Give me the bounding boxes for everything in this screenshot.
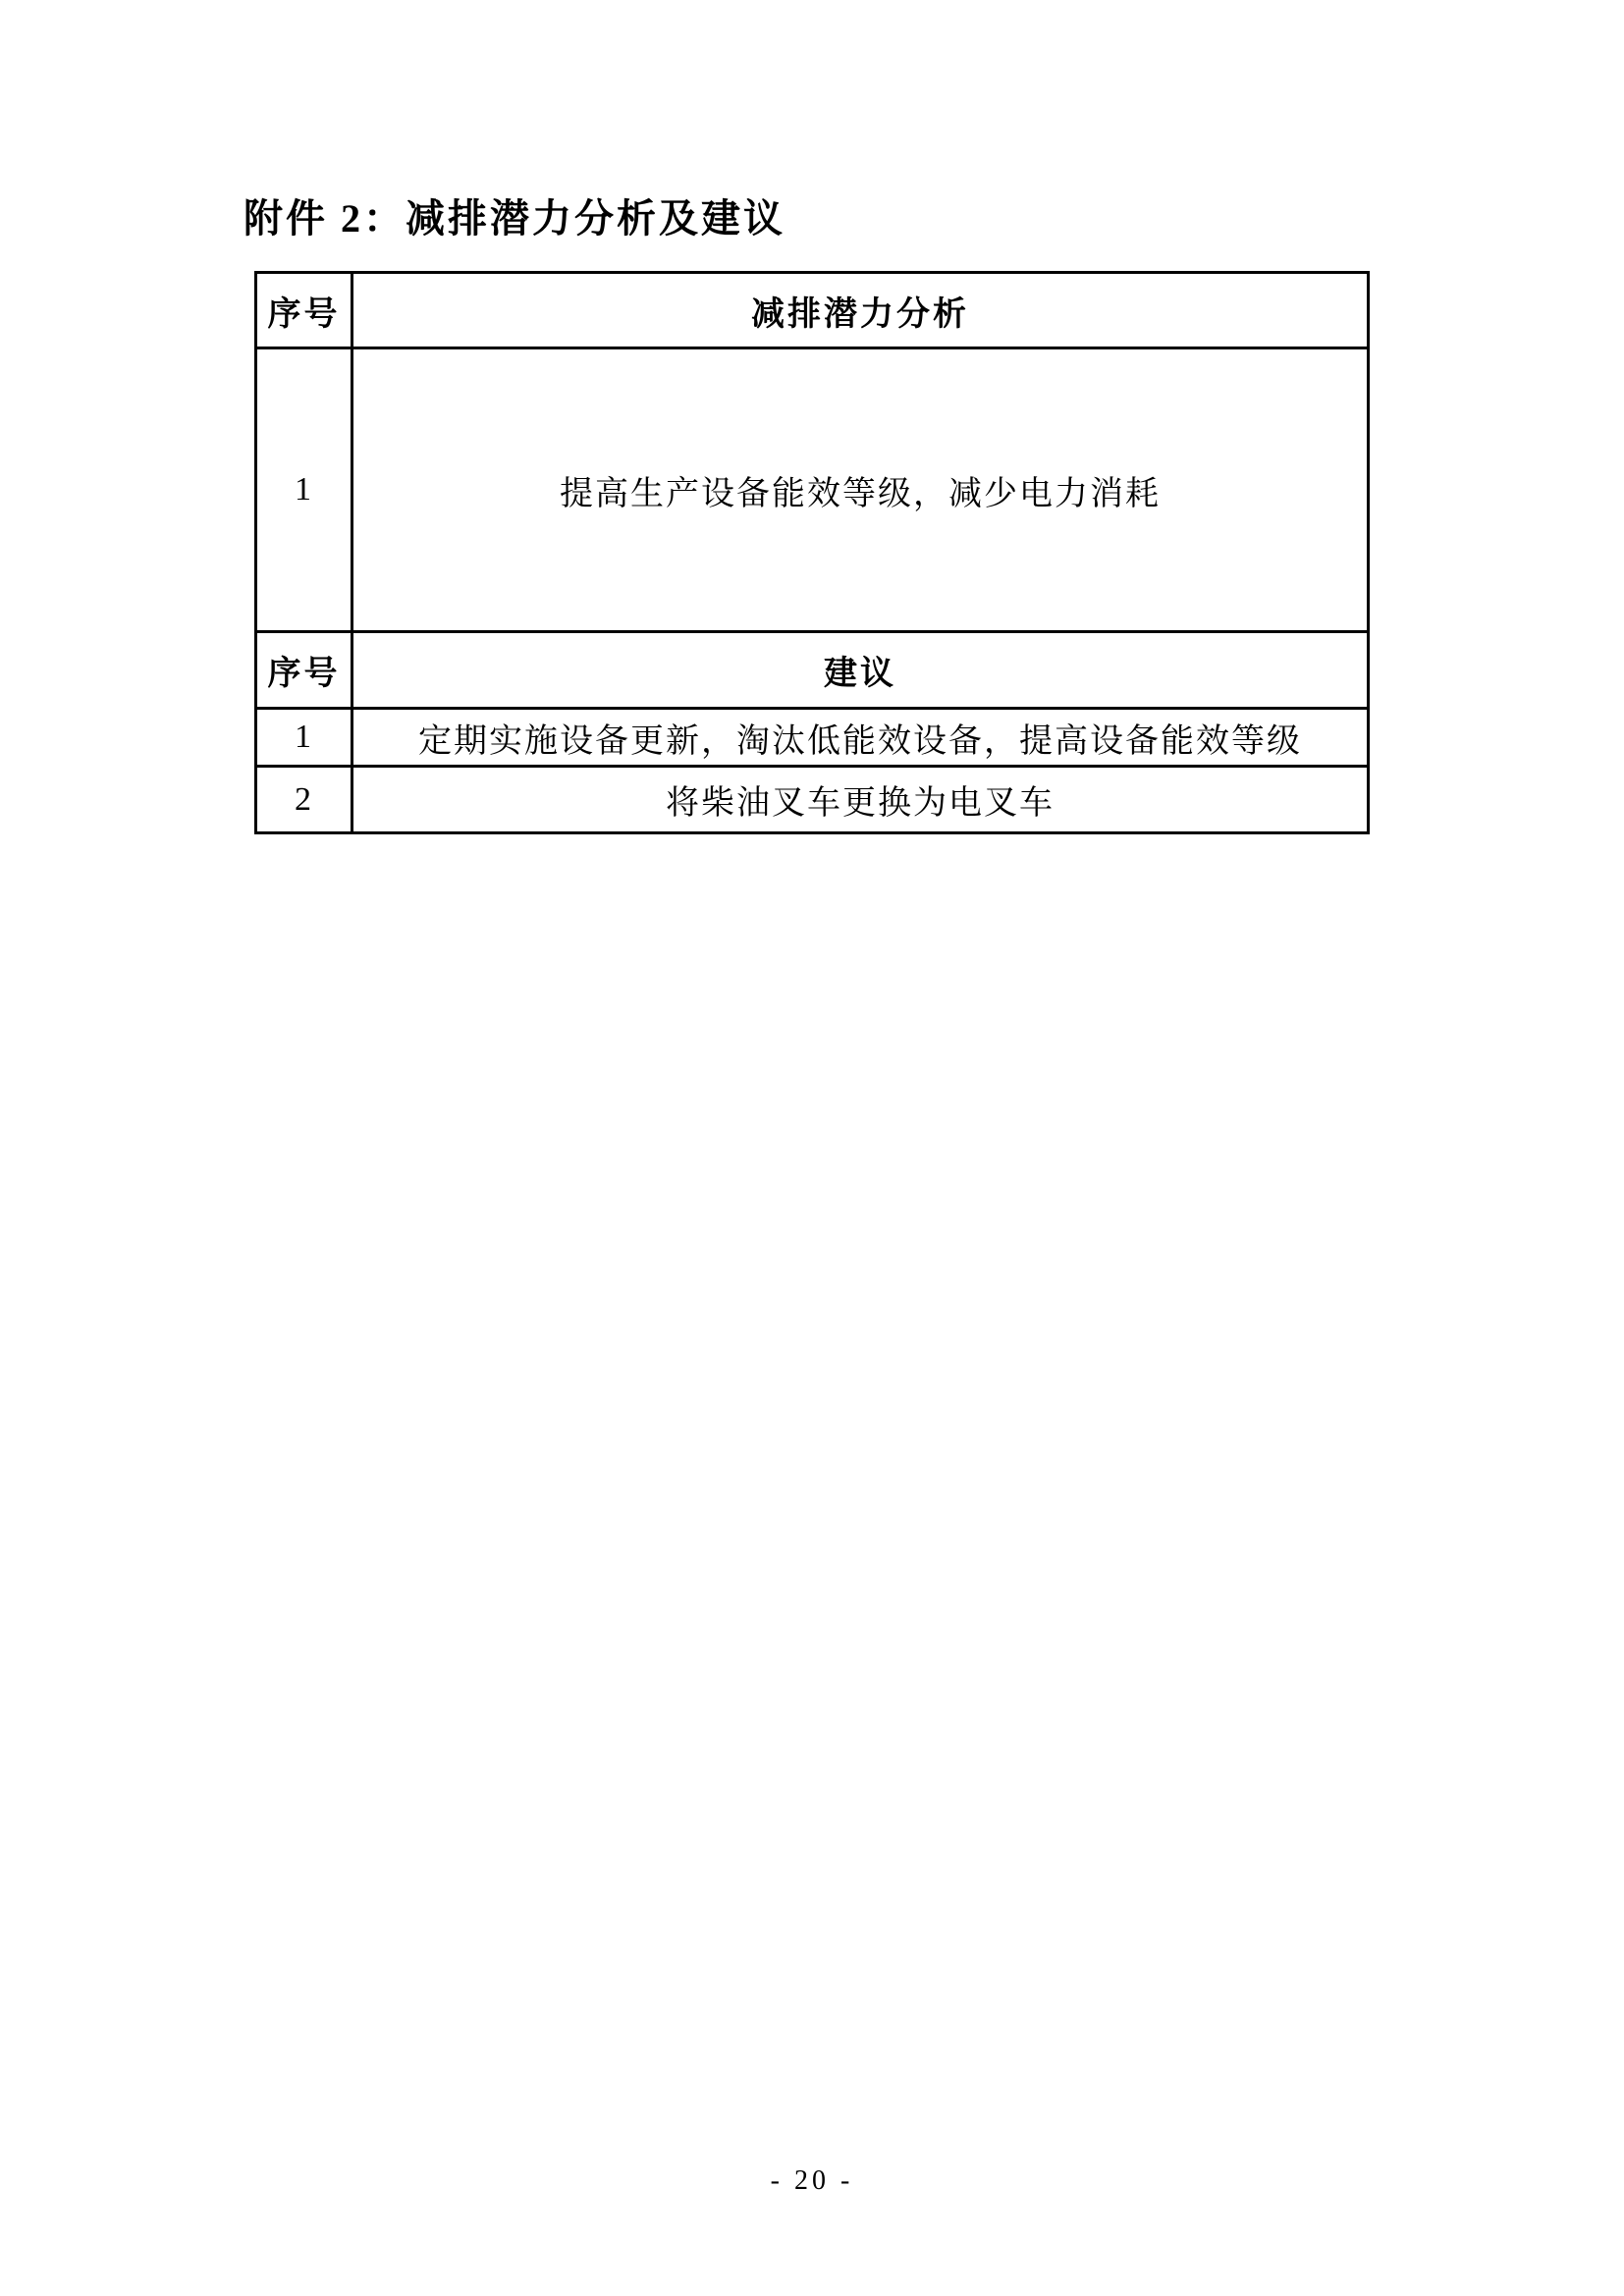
suggestion-header-row [256, 632, 1369, 709]
row-text-cell: 将柴油叉车更换为电叉车 [352, 767, 1369, 833]
row-text-cell: 定期实施设备更新，淘汰低能效设备，提高设备能效等级 [352, 709, 1369, 767]
table-row-suggestion-1 [256, 709, 1369, 767]
table-row-analysis-1 [256, 348, 1369, 632]
analysis-header-row [256, 273, 1369, 348]
row-number-cell: 2 [256, 767, 352, 833]
page-title: 附件 2：减排潜力分析及建议 [244, 196, 785, 240]
page-number: - 20 - [770, 2165, 854, 2196]
analysis-header-title-cell: 减排潜力分析 [352, 273, 1369, 348]
analysis-suggestion-table [254, 271, 1370, 834]
table-row-suggestion-2 [256, 767, 1369, 833]
row-number-cell: 1 [256, 709, 352, 767]
analysis-header-index-cell: 序号 [256, 273, 352, 348]
row-text-cell: 提高生产设备能效等级，减少电力消耗 [352, 348, 1369, 632]
row-number-cell: 1 [256, 348, 352, 632]
suggestion-header-index-cell: 序号 [256, 632, 352, 709]
suggestion-header-title-cell: 建议 [352, 632, 1369, 709]
